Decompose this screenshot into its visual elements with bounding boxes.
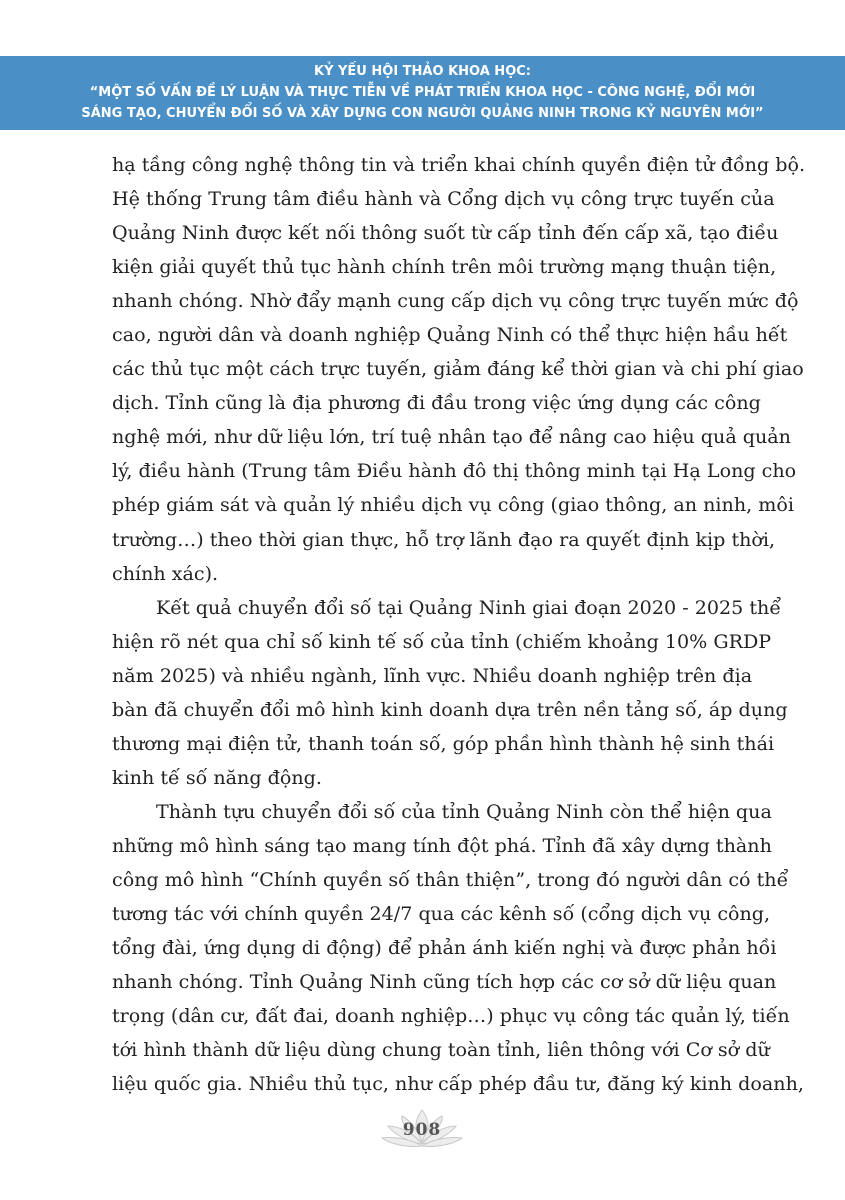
paragraph-first-line: Thành tựu chuyển đổi số của tỉnh Quảng Ninh còn thể hiện qua [156,799,772,823]
text-line: hạ tầng công nghệ thông tin và triển khai chính quyền điện tử đồng bộ. [112,153,806,176]
text-line: kiện giải quyết thủ tục hành chính trên môi trường mạng thuận tiện, [112,255,777,279]
text-line: chính xác). [112,561,219,585]
text-line: hiện rõ nét qua chỉ số kinh tế số của tỉnh (chiếm khoảng 10% GRDP [112,629,772,653]
text-line: nhanh chóng. Nhờ đẩy mạnh cung cấp dịch vụ công trực tuyến mức độ [112,289,799,313]
text-line: tới hình thành dữ liệu dùng chung toàn tỉnh, liên thông với Cơ sở dữ [112,1038,770,1062]
header-title: KỶ YẾU HỘI THẢO KHOA HỌC: [314,64,531,79]
body-text [112,148,806,1101]
text-line: dịch. Tỉnh cũng là địa phương đi đầu trong việc ứng dụng các công [112,391,761,415]
text-line: trường…) theo thời gian thực, hỗ trợ lãnh đạo ra quyết định kịp thời, [112,527,776,551]
text-line: cao, người dân và doanh nghiệp Quảng Ninh có thể thực hiện hầu hết [112,323,788,347]
text-line: công mô hình “Chính quyền số thân thiện”, trong đó người dân có thể [112,867,789,891]
text-line: lý, điều hành (Trung tâm Điều hành đô thị thông minh tại Hạ Long cho [112,459,797,483]
page-footer [372,1108,472,1152]
text-line: bàn đã chuyển đổi mô hình kinh doanh dựa trên nền tảng số, áp dụng [112,697,788,721]
text-line: phép giám sát và quản lý nhiều dịch vụ công (giao thông, an ninh, môi [112,493,794,517]
text-line: tổng đài, ứng dụng di động) để phản ánh kiến nghị và được phản hồi [112,936,777,960]
text-line: thương mại điện tử, thanh toán số, góp phần hình thành hệ sinh thái [112,731,775,755]
page-number: 908 [402,1120,442,1140]
text-line: những mô hình sáng tạo mang tính đột phá. Tỉnh đã xây dựng thành [112,833,772,857]
text-line: kinh tế số năng động. [112,765,322,789]
text-line: Hệ thống Trung tâm điều hành và Cổng dịch vụ công trực tuyến của [112,187,775,211]
text-line: nghệ mới, như dữ liệu lớn, trí tuệ nhân tạo để nâng cao hiệu quả quản [112,425,791,449]
header-subtitle-line-2: SÁNG TẠO, CHUYỂN ĐỔI SỐ VÀ XÂY DỰNG CON NGƯỜI QUẢNG NINH TRONG KỶ NGUYÊN MỚI” [81,106,764,121]
text-line: liệu quốc gia. Nhiều thủ tục, như cấp phép đầu tư, đăng ký kinh doanh, [112,1072,804,1096]
text-line: tương tác với chính quyền 24/7 qua các kênh số (cổng dịch vụ công, [112,902,771,926]
text-line: các thủ tục một cách trực tuyến, giảm đáng kể thời gian và chi phí giao [112,357,804,381]
conference-proceedings-header [0,56,845,130]
paragraph-first-line: Kết quả chuyển đổi số tại Quảng Ninh giai đoạn 2020 - 2025 thể [156,595,782,619]
header-subtitle-line-1: “MỘT SỐ VẤN ĐỀ LÝ LUẬN VÀ THỰC TIỄN VỀ PHÁT TRIỂN KHOA HỌC - CÔNG NGHỆ, ĐỔI MỚI [89,85,756,100]
text-line: trọng (dân cư, đất đai, doanh nghiệp…) phục vụ công tác quản lý, tiến [112,1004,790,1028]
text-line: nhanh chóng. Tỉnh Quảng Ninh cũng tích hợp các cơ sở dữ liệu quan [112,970,777,994]
text-line: Quảng Ninh được kết nối thông suốt từ cấp tỉnh đến cấp xã, tạo điều [112,221,779,245]
text-line: năm 2025) và nhiều ngành, lĩnh vực. Nhiều doanh nghiệp trên địa [112,663,753,687]
